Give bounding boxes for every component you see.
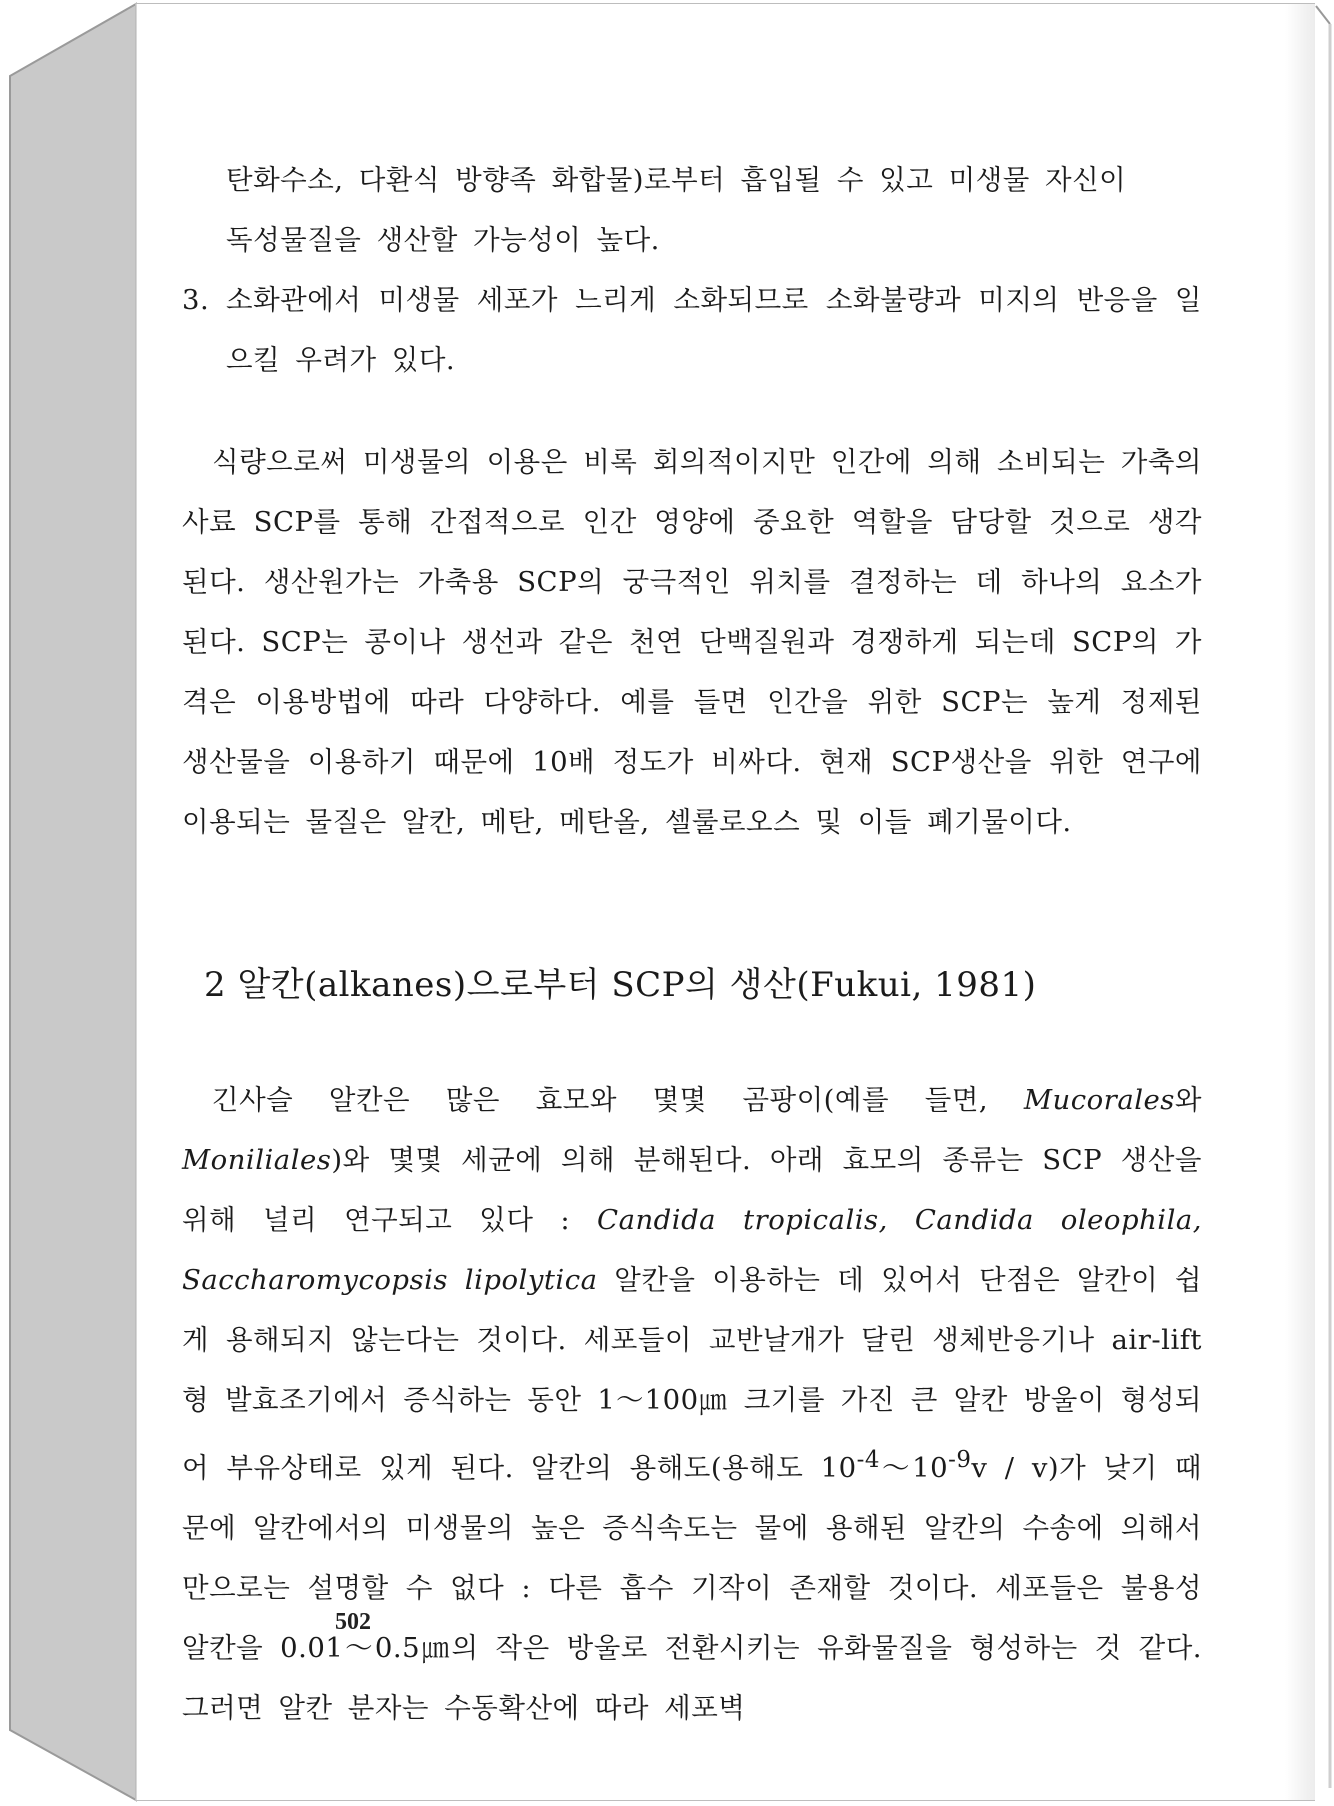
page-edge-shadow <box>1285 4 1315 1800</box>
list-item-text: 소화관에서 미생물 세포가 느리게 소화되므로 소화불량과 미지의 반응을 일으킬 우려가 있다. <box>226 284 1202 376</box>
p2-text-6: v / v)가 낮기 때문에 알칸에서의 미생물의 높은 증식속도는 물에 용해된 알칸의 수송에 의해서만으로는 설명할 수 없다 : 다른 흡수 기작이 존재할 것이다. 세포들은 불용성 알칸을 0.01～0.5㎛의 작은 방울로 전환시키는 유화물질을 형성하는 것 같다. 그러면 알칸 분자는 수동확산에 따라 세포벽 <box>182 1452 1202 1725</box>
continuation-line-2: 독성물질을 생산할 가능성이 높다. <box>226 224 660 256</box>
list-item-number: 3. <box>182 284 210 316</box>
p2-text-5: ～10 <box>879 1452 949 1485</box>
p2-text-4: 알칸을 이용하는 데 있어서 단점은 알칸이 쉽게 용해되지 않는다는 것이다. 세포들이 교반날개가 달린 생체반응기나 air-lift형 발효조기에서 증식하는 동안 1～100㎛ 크기를 가진 큰 알칸 방울이 형성되어 부유상태로 있게 된다. 알칸의 용해도(용해도 10 <box>182 1264 1202 1485</box>
page-content <box>182 150 1202 1738</box>
p2-exponent-1: -4 <box>856 1447 880 1473</box>
p2-species-list: Candida tropicalis, Candida oleophila, Saccharomycopsis lipolytica <box>182 1204 1203 1296</box>
page-number: 502 <box>335 1609 371 1635</box>
p2-text-2: 와 <box>1174 1084 1202 1116</box>
section-title: 2 알칸(alkanes)으로부터 SCP의 생산(Fukui, 1981) <box>204 965 1037 1005</box>
list-item-continuation <box>182 150 1202 270</box>
paragraph-scp-intro: 식량으로써 미생물의 이용은 비록 회의적이지만 인간에 의해 소비되는 가축의 사료 SCP를 통해 간접적으로 인간 영양에 중요한 역할을 담당할 것으로 생각된다. 생산원가는 가축용 SCP의 궁극적인 위치를 결정하는 데 하나의 요소가 된다. SCP는 콩이나 생선과 같은 천연 단백질원과 경쟁하게 되는데 SCP의 가격은 이용방법에 따라 다양하다. 예를 들면 인간을 위한 SCP는 높게 정제된 생산물을 이용하기 때문에 10배 정도가 비싸다. 현재 SCP생산을 위한 연구에 이용되는 물질은 알칸, 메탄, 메탄올, 셀룰로오스 및 이들 폐기물이다. <box>182 446 1202 838</box>
paragraph-alkanes <box>182 1070 1202 1738</box>
p2-taxon-mucorales: Mucorales <box>1023 1084 1175 1116</box>
p2-text-1: 긴사슬 알칸은 많은 효모와 몇몇 곰팡이(예를 들면, <box>212 1084 1024 1116</box>
continuation-line-1: 탄화수소, 다환식 방향족 화합물)로부터 흡입될 수 있고 미생물 자신이 <box>226 164 1127 196</box>
p2-text-3: )와 몇몇 세균에 의해 분해된다. 아래 효모의 종류는 SCP 생산을 위해 널리 연구되고 있다 : <box>182 1144 1202 1236</box>
p2-exponent-2: -9 <box>948 1447 972 1473</box>
p2-taxon-moniliales: Moniliales <box>182 1144 332 1176</box>
list-item-3 <box>182 270 1202 390</box>
